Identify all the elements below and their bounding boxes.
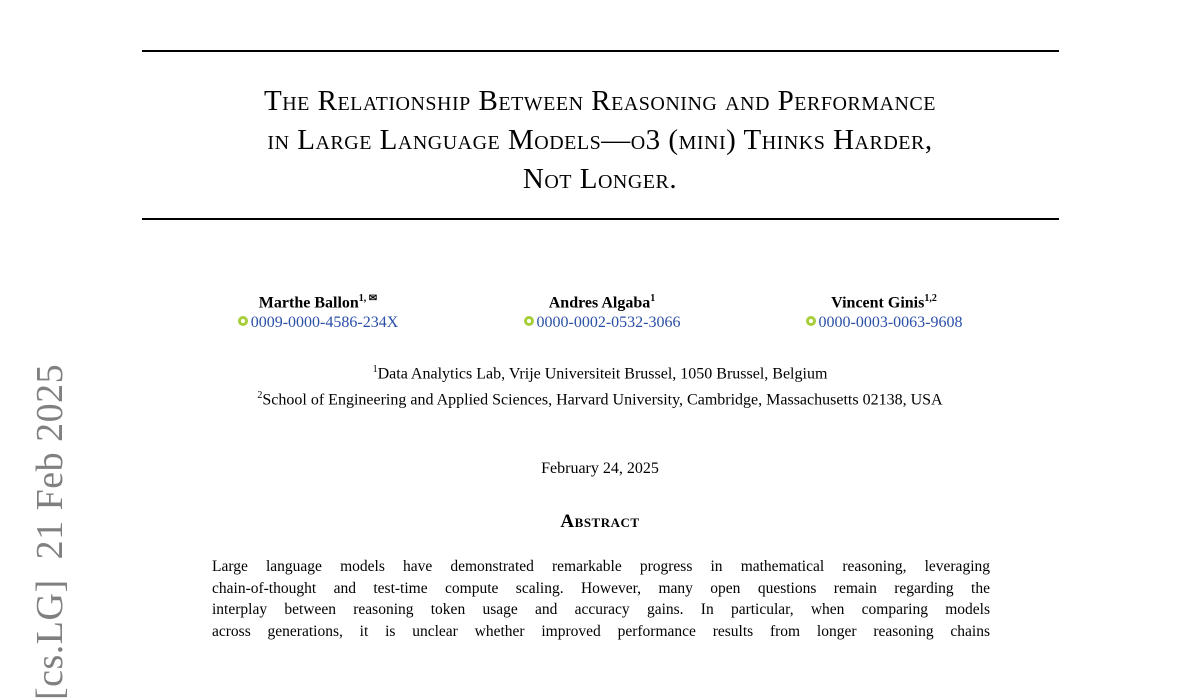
abstract-line: across generations, it is unclear whether improved performance results from longer reasoning chains — [212, 622, 990, 640]
title-bottom-rule — [142, 218, 1059, 220]
abstract-body — [212, 556, 990, 642]
abstract-heading: Abstract — [560, 511, 640, 532]
author-affil-sup: 1 — [650, 293, 656, 304]
abstract-line: interplay between reasoning token usage and accuracy gains. In particular, when comparing models — [212, 601, 990, 618]
title-top-rule — [142, 50, 1059, 52]
author-name: Andres Algaba — [548, 294, 651, 312]
orcid-icon — [806, 316, 816, 326]
affiliation-text: School of Engineering and Applied Sciences, Harvard University, Cambridge, Massachusetts 02138, USA — [262, 391, 943, 409]
orcid-icon — [524, 316, 534, 326]
affiliation-sup: 1 — [372, 364, 378, 375]
affiliation-sup: 2 — [257, 390, 263, 402]
author-name: Vincent Ginis — [831, 294, 925, 312]
orcid-link[interactable] — [734, 313, 1034, 333]
author-affil-sup: 1,2 — [924, 293, 937, 304]
affiliation-text: Data Analytics Lab, Vrije Universiteit Brussel, 1050 Brussel, Belgium — [377, 365, 828, 383]
author-block — [734, 289, 1034, 333]
author-block — [168, 289, 468, 333]
orcid-id: 0000-0002-0532-3066 — [536, 314, 681, 332]
orcid-link[interactable] — [452, 313, 752, 333]
author-block — [452, 289, 752, 333]
title-line: in Large Language Models—o3 (mini) Thinks Harder, — [267, 124, 933, 156]
affiliation — [100, 385, 1100, 411]
author-name: Marthe Ballon — [258, 294, 359, 312]
title-line: The Relationship Between Reasoning and Performance — [264, 85, 936, 117]
title-line: Not Longer. — [522, 163, 678, 195]
orcid-link[interactable] — [168, 313, 468, 333]
arxiv-stamp — [28, 364, 72, 700]
author-affil-sup: 1, ✉ — [358, 293, 378, 304]
affiliations — [100, 359, 1100, 412]
paper-title — [120, 82, 1080, 199]
paper-date: February 24, 2025 — [541, 460, 659, 477]
arxiv-category: [cs.LG] — [29, 579, 71, 700]
arxiv-date: 21 Feb 2025 — [29, 363, 71, 560]
abstract-line: chain-of-thought and test-time compute scaling. However, many open questions remain regarding the — [212, 579, 990, 597]
orcid-icon — [238, 316, 248, 326]
abstract-line: Large language models have demonstrated remarkable progress in mathematical reasoning, leveraging — [212, 558, 990, 575]
orcid-id: 0000-0003-0063-9608 — [818, 314, 963, 332]
affiliation — [100, 359, 1100, 385]
orcid-id: 0009-0000-4586-234X — [250, 314, 399, 332]
